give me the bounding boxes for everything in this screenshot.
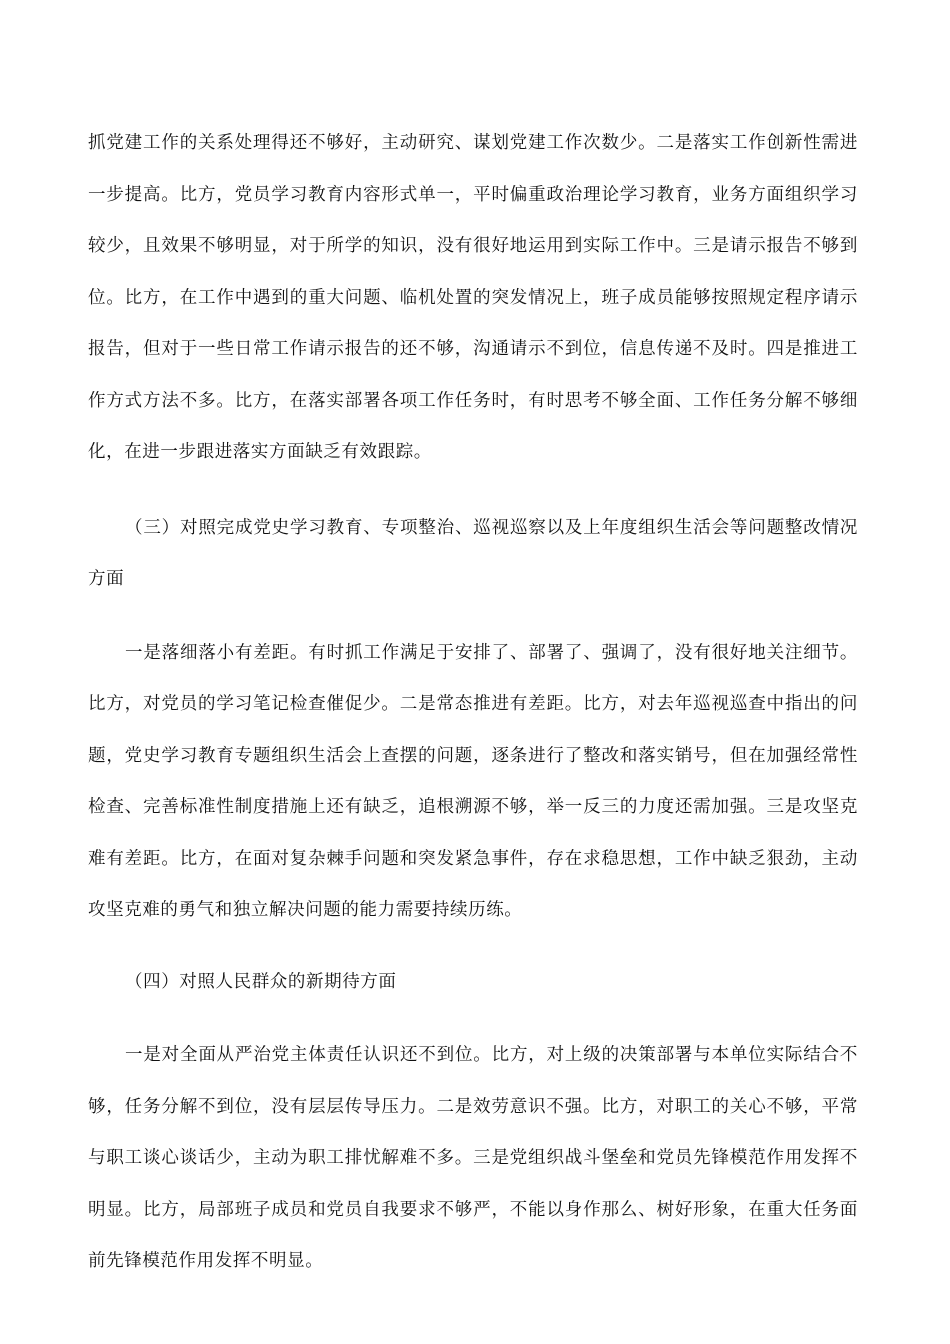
section-heading-3: （三）对照完成党史学习教育、专项整治、巡视巡察以及上年度组织生活会等问题整改情况方面 — [88, 517, 858, 589]
paragraph-section-3: 一是落细落小有差距。有时抓工作满足于安排了、部署了、强调了，没有很好地关注细节。比方，对党员的学习笔记检查催促少。二是常态推进有差距。比方，对去年巡视巡查中指出的问题，党史学习教育专题组织生活会上查摆的问题，逐条进行了整改和落实销号，但在加强经常性检查、完善标准性制度措施上还有缺乏，追根溯源不够，举一反三的力度还需加强。三是攻坚克难有差距。比方，在面对复杂棘手问题和突发紧急事件，存在求稳思想，工作中缺乏狠劲，主动攻坚克难的勇气和独立解决问题的能力需要持续历练。 — [88, 642, 858, 920]
paragraph-section-4: 一是对全面从严治党主体责任认识还不到位。比方，对上级的决策部署与本单位实际结合不够，任务分解不到位，没有层层传导压力。二是效劳意识不强。比方，对职工的关心不够，平常与职工谈心谈话少，主动为职工排忧解难不多。三是党组织战斗堡垒和党员先锋模范作用发挥不明显。比方，局部班子成员和党员自我要求不够严，不能以身作那么、树好形象，在重大任务面前先锋模范作用发挥不明显。 — [88, 1045, 858, 1271]
section-heading-4: （四）对照人民群众的新期待方面 — [125, 971, 397, 992]
paragraph-continued: 抓党建工作的关系处理得还不够好，主动研究、谋划党建工作次数少。二是落实工作创新性需进一步提高。比方，党员学习教育内容形式单一，平时偏重政治理论学习教育，业务方面组织学习较少，且效果不够明显，对于所学的知识，没有很好地运用到实际工作中。三是请示报告不够到位。比方，在工作中遇到的重大问题、临机处置的突发情况上，班子成员能够按照规定程序请示报告，但对于一些日常工作请示报告的还不够，沟通请示不到位，信息传递不及时。四是推进工作方式方法不多。比方，在落实部署各项工作任务时，有时思考不够全面、工作任务分解不够细化，在进一步跟进落实方面缺乏有效跟踪。 — [88, 133, 858, 462]
document-body — [88, 118, 858, 1288]
